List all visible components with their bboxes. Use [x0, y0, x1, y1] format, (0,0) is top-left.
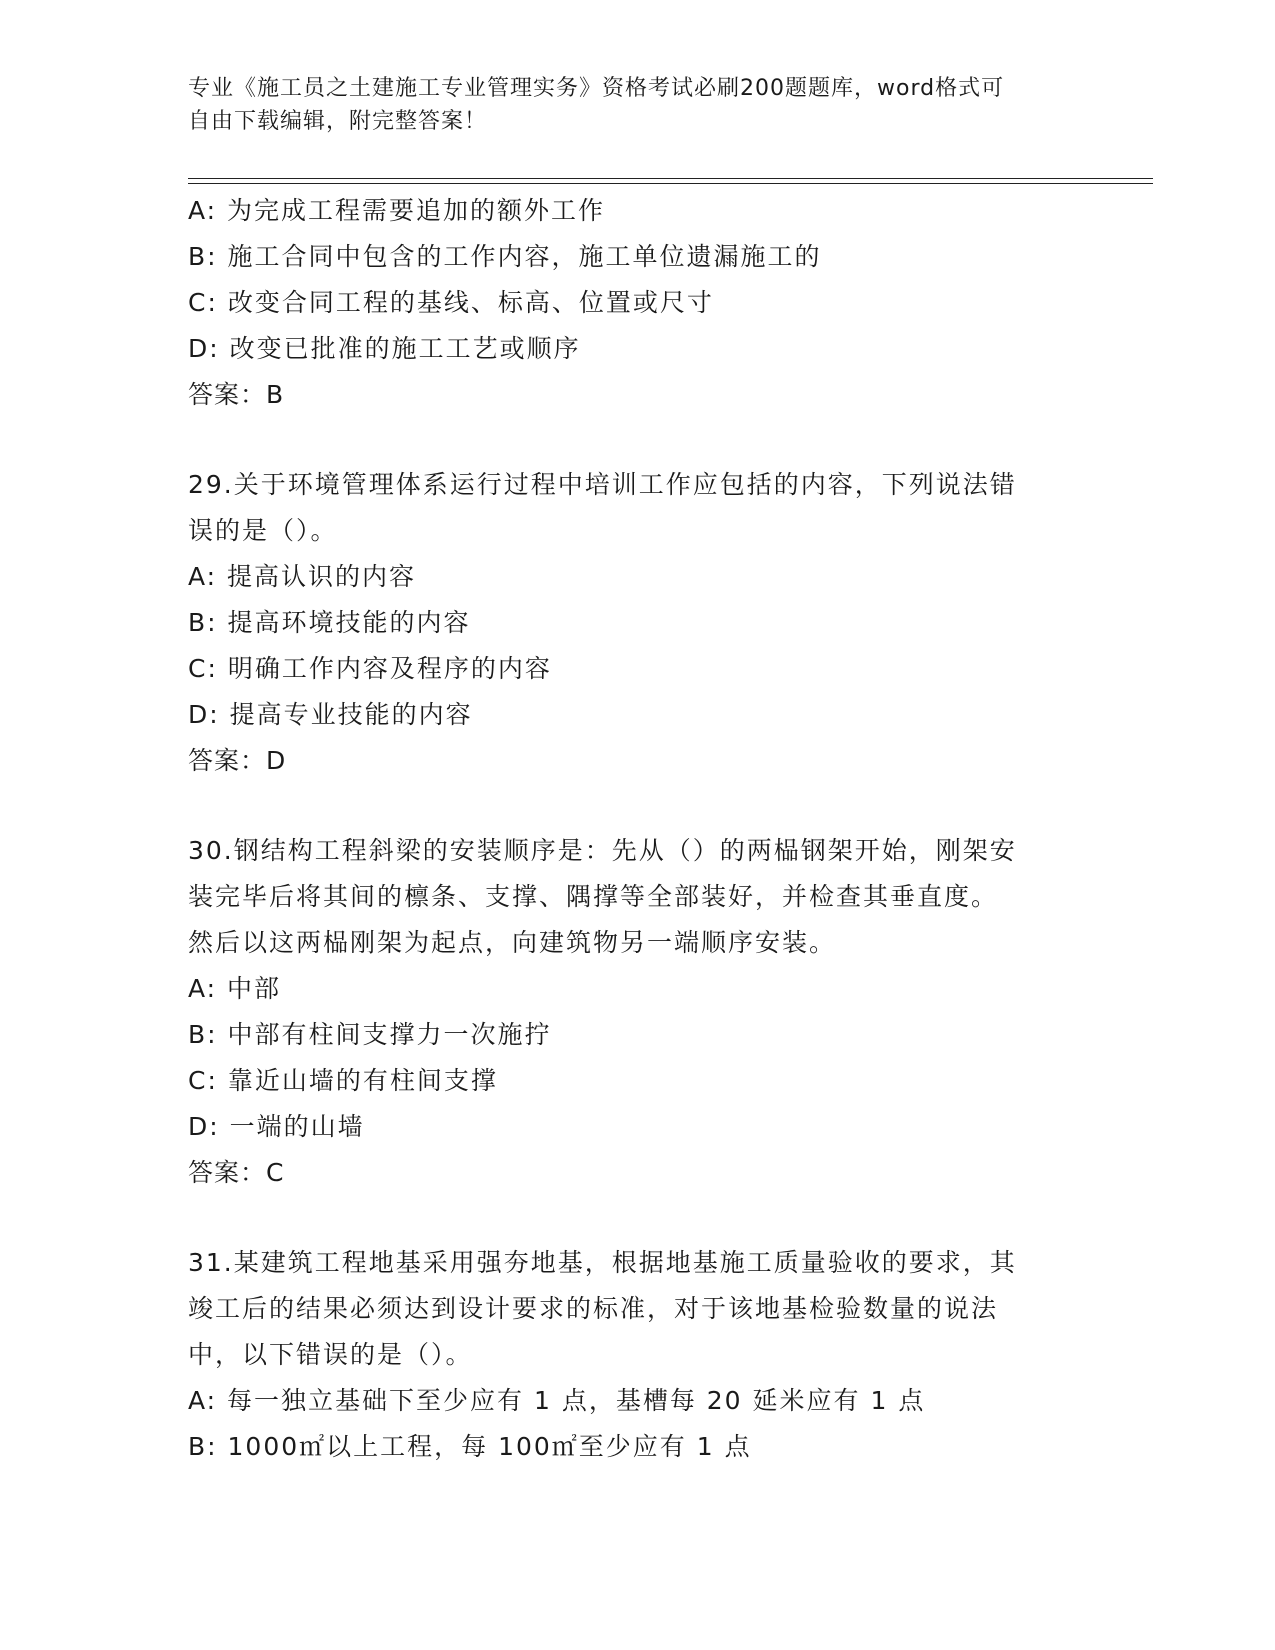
option-d: D: 一端的山墙 [188, 1112, 365, 1141]
option-a: A: 每一独立基础下至少应有 1 点，基槽每 20 延米应有 1 点 [188, 1386, 926, 1415]
option-a: A: 提高认识的内容 [188, 562, 417, 591]
header-line-1: 专业《施工员之土建施工专业管理实务》资格考试必刷200题题库，word格式可 [188, 76, 1005, 101]
spacer [188, 1196, 1088, 1240]
spacer [188, 418, 1088, 462]
spacer [188, 784, 1088, 828]
question-stem-line: 然后以这两榀刚架为起点，向建筑物另一端顺序安装。 [188, 928, 837, 957]
header-divider-top [188, 178, 1153, 179]
option-d: D: 改变已批准的施工工艺或顺序 [188, 334, 581, 363]
question-31 [188, 1240, 1088, 1470]
question-stem-line: 31.某建筑工程地基采用强夯地基，根据地基施工质量验收的要求，其 [188, 1248, 1017, 1277]
question-stem-line: 29.关于环境管理体系运行过程中培训工作应包括的内容，下列说法错 [188, 470, 1017, 499]
option-b: B: 中部有柱间支撑力一次施拧 [188, 1020, 552, 1049]
header-line-2: 自由下载编辑，附完整答案！ [188, 109, 488, 134]
answer: 答案：C [188, 1158, 285, 1187]
answer: 答案：B [188, 380, 285, 409]
option-b: B: 施工合同中包含的工作内容，施工单位遗漏施工的 [188, 242, 822, 271]
option-b: B: 提高环境技能的内容 [188, 608, 471, 637]
document-header [188, 72, 1088, 138]
question-stem-line: 30.钢结构工程斜梁的安装顺序是：先从（）的两榀钢架开始，刚架安 [188, 836, 1017, 865]
question-stem-line: 误的是（）。 [188, 516, 338, 545]
option-a: A: 中部 [188, 974, 282, 1003]
option-d: D: 提高专业技能的内容 [188, 700, 473, 729]
option-a: A: 为完成工程需要追加的额外工作 [188, 196, 606, 225]
question-stem-line: 竣工后的结果必须达到设计要求的标准，对于该地基检验数量的说法 [188, 1294, 999, 1323]
question-list [188, 188, 1088, 1470]
question-stem-line: 装完毕后将其间的檩条、支撑、隅撑等全部装好，并检查其垂直度。 [188, 882, 999, 911]
header-divider-bottom [188, 183, 1153, 184]
question-29 [188, 462, 1088, 784]
answer: 答案：D [188, 746, 287, 775]
option-c: C: 明确工作内容及程序的内容 [188, 654, 552, 683]
question-30 [188, 828, 1088, 1196]
option-c: C: 改变合同工程的基线、标高、位置或尺寸 [188, 288, 714, 317]
option-c: C: 靠近山墙的有柱间支撑 [188, 1066, 498, 1095]
question-stem-line: 中，以下错误的是（）。 [188, 1340, 473, 1369]
option-b: B: 1000㎡以上工程，每 100㎡至少应有 1 点 [188, 1432, 752, 1461]
question-28 [188, 188, 1088, 418]
